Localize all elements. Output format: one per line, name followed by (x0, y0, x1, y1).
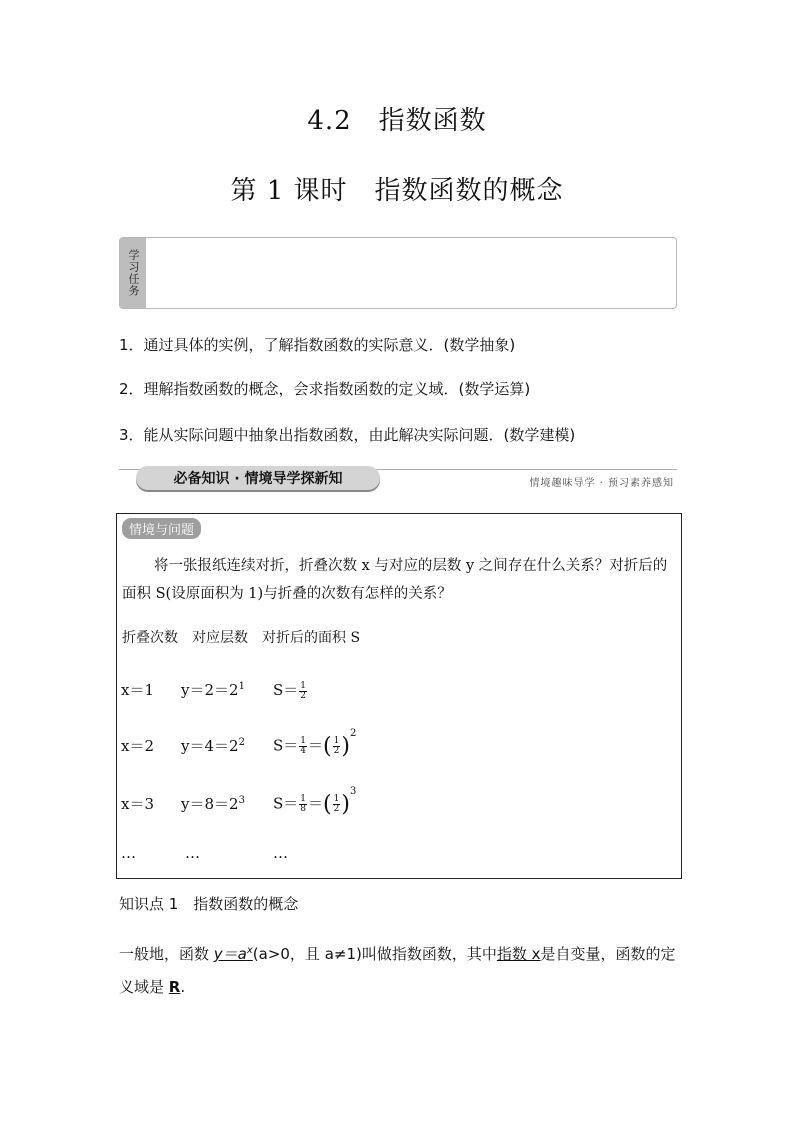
area-power: 2 (349, 728, 357, 739)
fraction-numerator: 1 (300, 794, 307, 804)
fraction-numerator: 1 (333, 794, 340, 804)
area-fraction (299, 795, 307, 814)
kp-text: . (180, 978, 186, 996)
objective-item: 1．通过具体的实例，了解指数函数的实际意义．(数学抽象) (119, 336, 516, 354)
area-prefix: S＝ (273, 736, 299, 755)
base-fraction (333, 737, 341, 756)
fraction-numerator: 1 (300, 736, 307, 746)
knowledge-point-title: 知识点 1 指数函数的概念 (119, 895, 299, 913)
fraction-numerator: 1 (333, 736, 340, 746)
scenario-column-headers: 折叠次数 对应层数 对折后的面积 S (122, 630, 361, 646)
base-fraction (333, 795, 341, 814)
kp-text: 是自变量，函数的定义域是 (119, 945, 676, 996)
formula-base: y＝a (213, 945, 247, 963)
ellipsis: … (185, 844, 200, 862)
fraction-denominator: 2 (300, 690, 307, 701)
learning-task-box (119, 237, 677, 309)
area-fraction (299, 682, 307, 701)
kp-text: 一般地，函数 (119, 945, 214, 963)
section-banner (136, 466, 380, 490)
learning-task-label: 学习任务 (127, 249, 140, 297)
objective-item: 2．理解指数函数的概念，会求指数函数的定义域．(数学运算) (119, 380, 531, 398)
area-power: 3 (349, 786, 357, 797)
layer-exponent: 1 (238, 681, 245, 692)
banner-title: 必备知识 · 情境导学探新知 (173, 471, 343, 487)
lesson-title: 第 1 课时 指数函数的概念 (230, 176, 564, 206)
layer-count: y＝8＝2 (181, 794, 239, 813)
section-title: 4.2 指数函数 (307, 106, 487, 136)
exponential-formula (214, 945, 253, 963)
ellipsis: … (121, 844, 136, 862)
fold-count: x＝3 (121, 794, 155, 813)
fold-row: x＝2 $y=4=2^2$ S＝ $\frac{1}{4}$ ＝( $\frac{1}{2}$ )$^2$ (121, 728, 357, 759)
exponent-term: 指数 x (496, 945, 541, 963)
fraction-denominator: 8 (300, 804, 307, 814)
fraction-denominator: 2 (333, 804, 340, 814)
area-fraction (299, 737, 307, 756)
fraction-denominator: 2 (333, 746, 340, 756)
fold-row: x＝3 $y=8=2^3$ S＝ $\frac{1}{8}$ ＝( $\frac{1}{2}$ )$^3$ (121, 786, 357, 817)
fraction-denominator: 4 (300, 746, 307, 756)
layer-count: y＝2＝2 (181, 681, 239, 699)
scenario-paragraph: 将一张报纸连续对折，折叠次数 x 与对应的层数 y 之间存在什么关系？对折后的面积 S(设原面积为 1)与折叠的次数有怎样的关系？ (122, 558, 668, 602)
scenario-tag: 情境与问题 (122, 518, 201, 539)
objective-item: 3．能从实际问题中抽象出指数函数，由此解决实际问题．(数学建模) (119, 426, 576, 444)
kp-text: (a>0，且 a≠1)叫做指数函数，其中 (252, 945, 497, 963)
fraction-numerator: 1 (300, 680, 307, 691)
fold-row (121, 679, 308, 701)
fold-count: x＝2 (121, 736, 155, 755)
fold-count: x＝1 (121, 681, 155, 699)
ellipsis-row (121, 844, 288, 862)
layer-exponent: 2 (238, 736, 245, 748)
layer-count: y＝4＝2 (181, 736, 239, 755)
layer-exponent: 3 (238, 794, 245, 806)
domain-value: R (168, 978, 181, 996)
banner-subtitle: 情境趣味导学 · 预习素养感知 (529, 478, 674, 489)
area-prefix: S＝ (273, 794, 299, 813)
formula-exponent: x (246, 945, 253, 956)
learning-task-tab (120, 238, 146, 308)
ellipsis: … (273, 844, 288, 862)
knowledge-point-body (119, 934, 679, 1004)
area-prefix: S＝ (273, 681, 299, 699)
scenario-box (116, 513, 682, 879)
